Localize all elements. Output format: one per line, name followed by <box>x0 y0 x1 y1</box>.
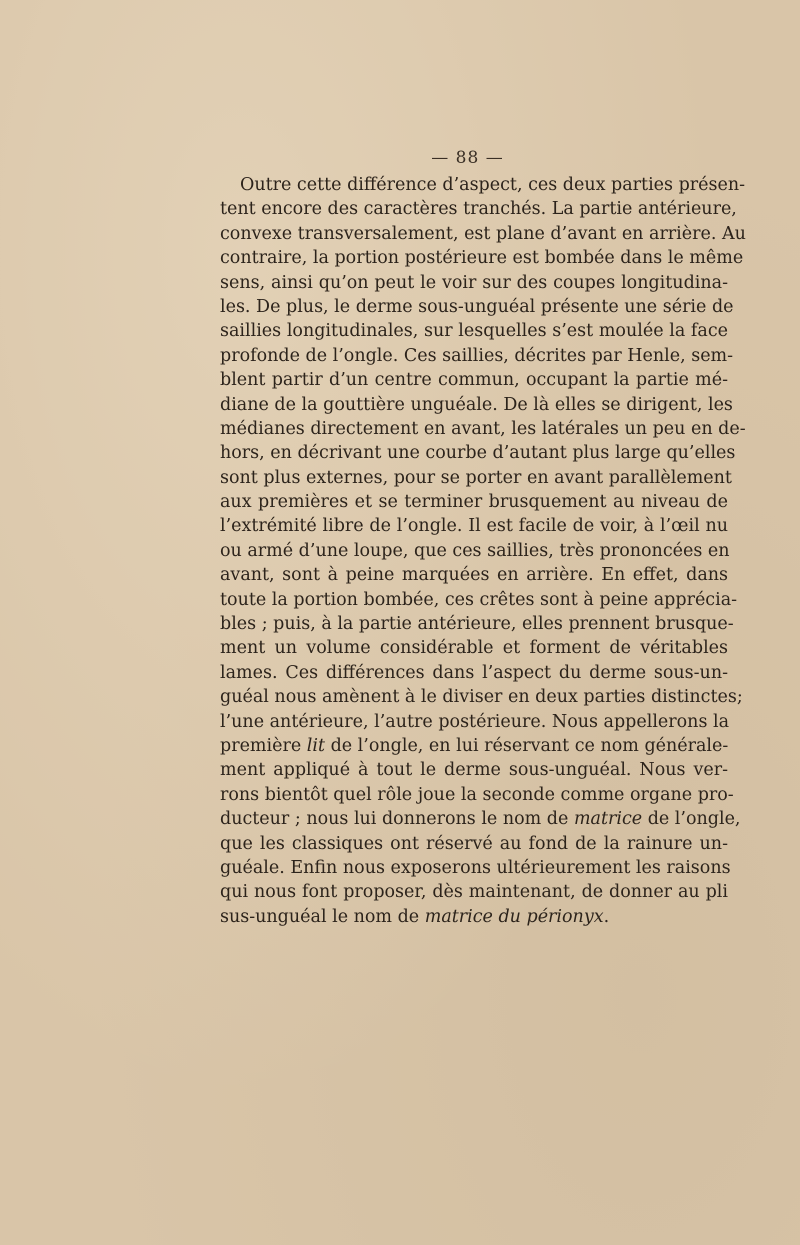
text-line: qui nous font proposer, dès maintenant, de donner au pli <box>220 882 728 903</box>
text-line: saillies longitudinales, sur lesquelles s’est moulée la face <box>220 321 728 342</box>
text-line: bles ; puis, à la partie antérieure, elles prennent brusque- <box>220 614 734 635</box>
text-line: l’extrémité libre de l’ongle. Il est facile de voir, à l’œil nu <box>220 516 728 537</box>
text-line: médianes directement en avant, les latérales un peu en de- <box>220 418 746 439</box>
text-line: guéal nous amènent à le diviser en deux parties distinctes; <box>220 687 743 708</box>
text-line: guéale. Enfin nous exposerons ultérieurement les raisons <box>220 857 731 878</box>
text-line: contraire, la portion postérieure est bombée dans le même <box>220 248 744 269</box>
text-line: convexe transversalement, est plane d’avant en arrière. Au <box>220 223 746 244</box>
text-line: rons bientôt quel rôle joue la seconde comme organe pro- <box>220 784 734 805</box>
text-line: ment un volume considérable et forment de véritables <box>220 638 728 659</box>
text-line: Outre cette différence d’aspect, ces deux parties présen- <box>240 175 746 195</box>
page-number: — 88 — <box>431 148 504 168</box>
text-line: tent encore des caractères tranchés. La partie antérieure, <box>220 199 737 220</box>
text-line: les. De plus, le derme sous-unguéal présente une série de <box>220 296 734 317</box>
text-line: ment appliqué à tout le derme sous-unguéal. Nous ver- <box>220 760 728 781</box>
text-line: ducteur ; nous lui donnerons le nom de matrice de l’ongle, <box>220 809 741 830</box>
text-line: blent partir d’un centre commun, occupant la partie mé- <box>220 370 728 391</box>
text-line: hors, en décrivant une courbe d’autant plus large qu’elles <box>220 443 736 464</box>
text-line: diane de la gouttière unguéale. De là elles se dirigent, les <box>220 394 733 415</box>
text-line: profonde de l’ongle. Ces saillies, décrites par Henle, sem- <box>220 345 734 366</box>
text-line: lames. Ces différences dans l’aspect du derme sous-un- <box>220 662 728 683</box>
italic-term: matrice <box>573 809 643 830</box>
text-line: aux premières et se terminer brusquement au niveau de <box>220 492 728 513</box>
text-line: que les classiques ont réservé au fond de la rainure un- <box>220 833 728 854</box>
italic-term: lit <box>306 735 325 756</box>
text-line: première lit de l’ongle, en lui réservant ce nom générale- <box>220 735 729 756</box>
text-line: sens, ainsi qu’on peut le voir sur des coupes longitudina- <box>220 272 728 293</box>
text-line: toute la portion bombée, ces crêtes sont à peine apprécia- <box>220 589 738 610</box>
text-line: sus-unguéal le nom de matrice du périonyx. <box>220 906 610 927</box>
italic-term: matrice du périonyx <box>424 906 604 927</box>
text-line: sont plus externes, pour se porter en avant parallèlement <box>220 467 732 488</box>
text-line: l’une antérieure, l’autre postérieure. Nous appellerons la <box>220 711 730 732</box>
body-paragraph <box>220 173 746 929</box>
text-line: ou armé d’une loupe, que ces saillies, très prononcées en <box>220 540 730 561</box>
text-line: avant, sont à peine marquées en arrière. En effet, dans <box>220 565 728 586</box>
